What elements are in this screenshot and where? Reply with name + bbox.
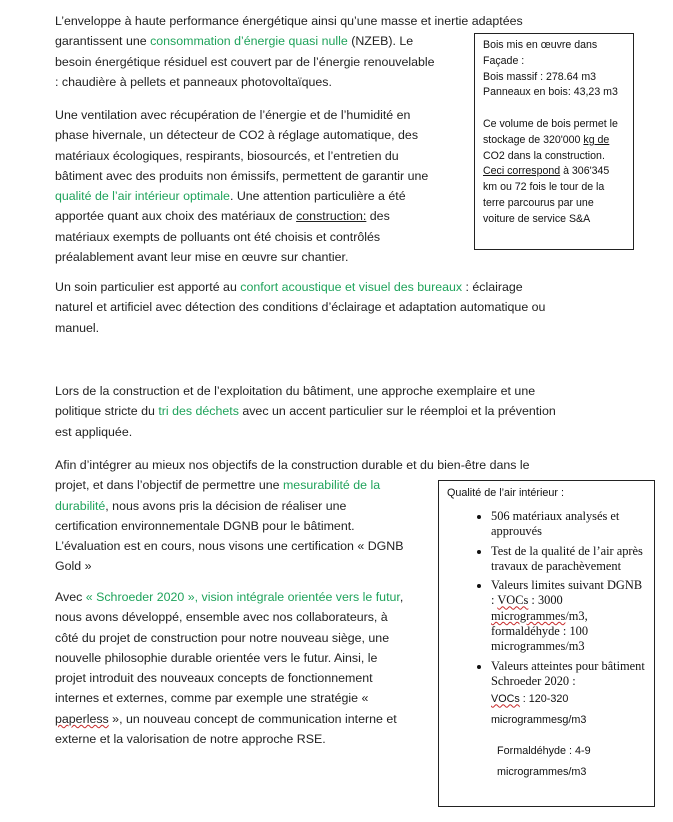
text: . Une attention particulière a été	[229, 189, 406, 204]
text: ,	[399, 590, 404, 604]
text: 506 matériaux analysés et approuvés	[491, 509, 620, 539]
text: matériaux écologiques, respirants, biosourcés, et l’entretien du	[55, 148, 399, 163]
text: L’évaluation est en cours, nous visons une certification « DGNB	[55, 539, 404, 554]
text: g/m3	[562, 714, 587, 727]
text: phase hivernale, un détecteur de CO2 à réglage automatique, des	[55, 128, 419, 143]
text: /m3, formaldéhyde : 100 microgrammes/m3	[491, 608, 589, 654]
text: projet introduit des nouveaux concepts de fonctionnement	[55, 671, 373, 686]
text: Bois massif : 278.64 m3	[483, 70, 597, 83]
text: besoin énergétique résiduel est couvert par de l’énergie renouvelable	[55, 54, 435, 69]
text: : 3000	[528, 593, 563, 608]
text: voiture de service S&A	[483, 212, 591, 225]
text: : 120-320	[519, 693, 569, 706]
text: projet, et dans l’objectif de permettre une	[55, 478, 283, 493]
highlight-comfort: confort acoustique et visuel des bureaux	[240, 280, 463, 294]
paragraph-air-quality	[55, 105, 428, 267]
underlined-word: kg de	[583, 133, 610, 146]
textbox-title: Qualité de l’air intérieur :	[447, 487, 565, 499]
text: naturel et artificiel avec détection des conditions d’éclairage et adaptation automatique ou	[55, 300, 546, 315]
text: Lors de la construction et de l’exploitation du bâtiment, une approche exemplaire et une	[55, 384, 536, 398]
highlight-measurability: mesurabilité de la	[282, 478, 381, 493]
text: certification environnementale DGNB pour le bâtiment.	[55, 518, 355, 533]
text: externe et la valorisation de notre approche RSE.	[55, 732, 326, 747]
text: , nous avons pris la décision de réaliser une	[105, 498, 347, 513]
text: nous avons développé, ensemble avec nos collaborateurs, à	[55, 610, 388, 625]
text: Valeurs limites suivant DGNB :	[491, 578, 643, 608]
air-quality-textbox	[438, 480, 655, 807]
text: est appliquée.	[55, 424, 133, 439]
text: Façade :	[483, 54, 525, 67]
text: Test de la qualité de l’air après travaux de parachèvement	[491, 543, 643, 573]
highlight-air-quality: qualité de l’air intérieur optimale	[55, 189, 230, 204]
text: km ou 72 fois le tour de la	[483, 181, 605, 194]
text: Gold »	[55, 559, 92, 574]
text: préalablement avant leur mise en œuvre sur chantier.	[55, 250, 349, 265]
list-item	[491, 578, 646, 654]
underlined-word: construction:	[296, 209, 367, 224]
text: : éclairage	[462, 280, 523, 294]
list-item	[491, 659, 646, 732]
text: (NZEB). Le	[347, 34, 414, 49]
text: Panneaux en bois: 43,23 m3	[483, 86, 618, 99]
text: matériaux exempts de polluants ont été choisis et contrôlés	[55, 229, 381, 244]
spellcheck-word: VOCs	[491, 693, 520, 706]
underlined-word: Ceci correspond	[483, 165, 561, 178]
text: Valeurs atteintes pour bâtiment Schroeder 2020 :	[491, 658, 645, 688]
text: apportée quant aux choix des matériaux de	[55, 209, 297, 224]
text: bâtiment avec des produits non émissifs, permettent de garantir une	[55, 168, 429, 183]
text: terre parcourus par une	[483, 196, 594, 209]
text: des	[366, 209, 390, 224]
text: microgrammes/m3	[497, 766, 587, 779]
text: internes et externes, comme par exemple une stratégie «	[55, 691, 369, 706]
highlight-nzeb: consommation d’énergie quasi nulle	[150, 34, 348, 49]
text: : chaudière à pellets et panneaux photovoltaïques.	[55, 74, 332, 89]
text: L’enveloppe à haute performance énergétique ainsi qu’une masse et inertie adaptées	[55, 14, 523, 28]
highlight-waste: tri des déchets	[158, 404, 239, 419]
paragraph-waste	[55, 381, 556, 442]
text: Afin d’intégrer au mieux nos objectifs de la construction durable et du bien-être dans le	[55, 458, 530, 472]
formaldehyde-result	[497, 741, 646, 783]
text: côté du projet de construction pour notre nouveau siège, une	[55, 630, 390, 645]
text: CO2 dans la construction.	[483, 149, 605, 162]
air-quality-list	[447, 509, 646, 731]
paragraph-comfort	[55, 277, 545, 338]
highlight-durability: durabilité	[55, 498, 106, 513]
highlight-vision: « Schroeder 2020 », vision intégrale orientée vers le futur	[85, 590, 400, 604]
text: Avec	[55, 590, 86, 604]
text: Ce volume de bois permet le	[483, 117, 618, 130]
spellcheck-word: microgrammes	[491, 608, 566, 623]
text: à 306'345	[560, 165, 610, 178]
spellcheck-word: paperless	[55, 711, 109, 726]
text: nouvelle philosophie durable orientée vers le futur. Ainsi, le	[55, 650, 378, 665]
text: », un nouveau concept de communication interne et	[108, 711, 397, 726]
text: Un soin particulier est apporté au	[55, 280, 241, 294]
spellcheck-word: VOCs	[497, 593, 529, 608]
text: Formaldéhyde : 4-9	[497, 745, 591, 758]
text: microgrammes	[491, 714, 563, 727]
list-item	[491, 544, 646, 575]
paragraph-schroeder-2020	[55, 587, 403, 749]
text: Bois mis en œuvre dans	[483, 39, 598, 51]
text: politique stricte du	[55, 404, 159, 419]
list-item	[491, 509, 646, 540]
text: manuel.	[55, 320, 100, 335]
text: garantissent une	[55, 34, 151, 49]
text: avec un accent particulier sur le réemploi et la prévention	[238, 404, 556, 419]
paragraph-energy	[55, 11, 523, 92]
text: Une ventilation avec récupération de l’énergie et de l’humidité en	[55, 108, 411, 122]
wood-volume-textbox	[474, 33, 634, 250]
text: stockage de 320'000	[483, 133, 584, 146]
